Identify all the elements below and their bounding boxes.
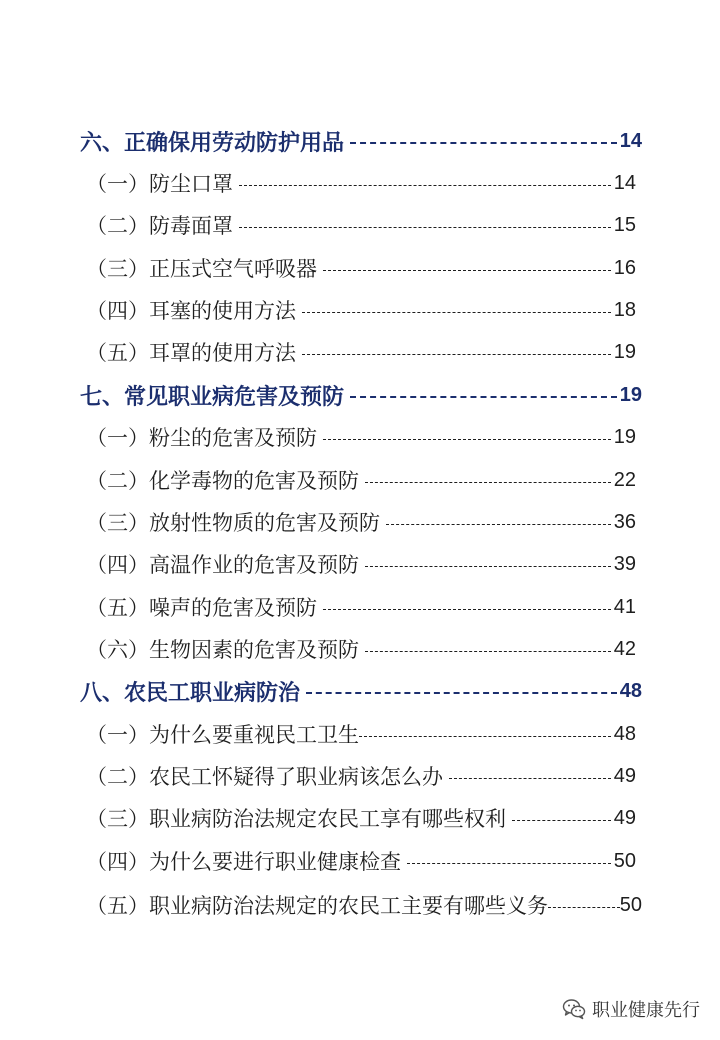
toc-section[interactable] — [86, 634, 636, 664]
toc-page-number: 22 — [613, 468, 636, 491]
dot-leader — [407, 863, 611, 864]
toc-section[interactable] — [86, 253, 636, 283]
toc-section[interactable] — [86, 507, 636, 537]
toc-section[interactable] — [86, 295, 636, 325]
toc-title: 七、常见职业病危害及预防 — [80, 383, 345, 410]
toc-section[interactable] — [86, 549, 636, 579]
toc-title: （三）职业病防治法规定农民工享有哪些权利 — [86, 807, 506, 831]
toc-section[interactable] — [86, 422, 636, 452]
toc-section[interactable] — [86, 168, 636, 198]
wechat-icon — [562, 998, 586, 1020]
toc-title: （一）防尘口罩 — [86, 172, 233, 196]
toc-title: （一）粉尘的危害及预防 — [86, 426, 317, 450]
toc-title: （四）耳塞的使用方法 — [86, 299, 296, 323]
toc-title: （五）耳罩的使用方法 — [86, 341, 296, 365]
toc-title: （五）噪声的危害及预防 — [86, 596, 317, 620]
dot-leader — [512, 820, 611, 821]
dot-leader — [350, 142, 617, 144]
toc-page-number: 41 — [613, 595, 636, 618]
toc-title: （四）高温作业的危害及预防 — [86, 553, 359, 577]
toc-page-number: 48 — [613, 722, 636, 745]
toc-page-number: 16 — [613, 256, 636, 279]
toc-page-number: 50 — [613, 849, 636, 872]
toc-section[interactable] — [86, 337, 636, 367]
toc-chapter-6[interactable] — [80, 126, 642, 156]
dot-leader — [306, 692, 617, 694]
toc-page-number: 14 — [619, 129, 642, 152]
dot-leader — [323, 270, 611, 271]
toc-page-number: 49 — [613, 806, 636, 829]
toc-page-number: 19 — [613, 340, 636, 363]
toc-section[interactable] — [86, 803, 636, 833]
dot-leader — [323, 439, 611, 440]
toc-page-number: 14 — [613, 171, 636, 194]
dot-leader — [350, 396, 617, 398]
toc-title: （二）防毒面罩 — [86, 214, 233, 238]
toc-section[interactable] — [86, 210, 636, 240]
dot-leader — [386, 524, 611, 525]
wechat-watermark — [562, 995, 700, 1023]
toc-title: （四）为什么要进行职业健康检查 — [86, 850, 401, 874]
toc-section[interactable] — [86, 890, 642, 920]
dot-leader — [239, 185, 611, 186]
toc-page-number: 42 — [613, 637, 636, 660]
toc-title: （一）为什么要重视民工卫生 — [86, 723, 359, 747]
toc-title: （六）生物因素的危害及预防 — [86, 638, 359, 662]
toc-title: （二）化学毒物的危害及预防 — [86, 469, 359, 493]
dot-leader — [365, 651, 611, 652]
toc-title: （三）放射性物质的危害及预防 — [86, 511, 380, 535]
toc-page-number: 48 — [619, 679, 642, 702]
toc-page-number: 19 — [619, 383, 642, 406]
toc-page-number: 18 — [613, 298, 636, 321]
toc-page-number: 39 — [613, 552, 636, 575]
watermark-text: 职业健康先行 — [592, 1000, 700, 1021]
toc-section[interactable] — [86, 592, 636, 622]
toc-chapter-8[interactable] — [80, 676, 642, 706]
toc-section[interactable] — [86, 719, 636, 749]
toc-title: （五）职业病防治法规定的农民工主要有哪些义务 — [86, 894, 548, 918]
dot-leader — [323, 609, 611, 610]
dot-leader — [302, 354, 611, 355]
toc-section[interactable] — [86, 761, 636, 791]
toc-page-number: 49 — [613, 764, 636, 787]
dot-leader — [365, 482, 611, 483]
dot-leader — [365, 566, 611, 567]
toc-section[interactable] — [86, 465, 636, 495]
dot-leader — [359, 736, 611, 737]
dot-leader — [449, 778, 611, 779]
dot-leader — [302, 312, 611, 313]
toc-page-number: 19 — [613, 425, 636, 448]
toc-title: （二）农民工怀疑得了职业病该怎么办 — [86, 765, 443, 789]
toc-section[interactable] — [86, 846, 636, 876]
toc-page-number: 36 — [613, 510, 636, 533]
toc-title: 六、正确保用劳动防护用品 — [80, 129, 345, 156]
toc-page-number: 15 — [613, 213, 636, 236]
toc-title: 八、农民工职业病防治 — [80, 679, 301, 706]
toc-title: （三）正压式空气呼吸器 — [86, 257, 317, 281]
dot-leader — [548, 907, 620, 908]
toc-chapter-7[interactable] — [80, 380, 642, 410]
toc-page-number: 50 — [619, 893, 642, 916]
dot-leader — [239, 227, 611, 228]
